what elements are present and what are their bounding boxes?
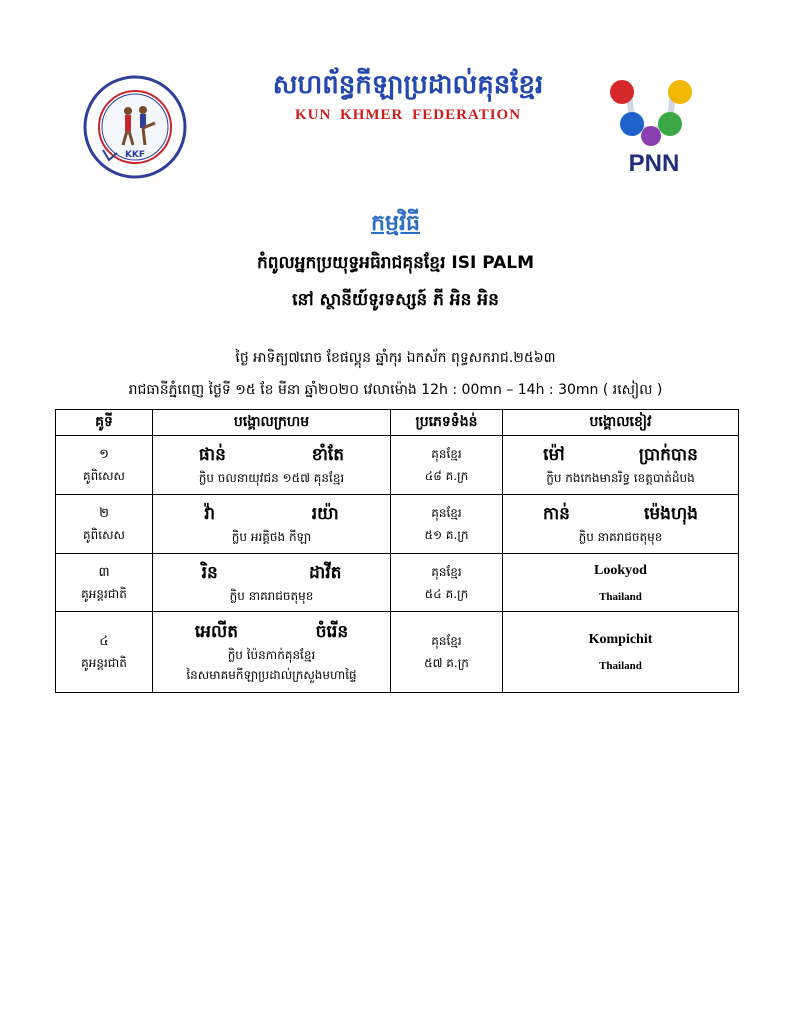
red-corner-cell [153,554,391,612]
red-club: ក្លិប អរគ្គិថង កីឡា [231,530,312,544]
red-fighter-name [156,619,387,645]
blue-fighter-name: Lookyod [594,562,647,578]
org-name-khmer: សហព័ន្ធកីឡាប្រដាល់គុនខ្មែរ [272,70,544,100]
blue-fighter-country: Thailand [599,660,642,672]
red-first-name: ផាន់ [198,445,226,465]
weight-type: គុនខ្មែរ [431,506,462,520]
bout-cell [56,436,153,495]
red-fighter-name [156,442,387,468]
red-last-name: រយ៉ា [311,504,339,524]
blue-first-name: ម៉ៅ [543,445,565,465]
table-header-row [56,410,739,436]
blue-corner-cell [503,495,739,554]
header-weight-class: ប្រភេទទំងន់ [391,410,503,436]
red-corner-cell [153,436,391,495]
blue-club: ក្លិប កងកេងមានរិទ្ធ ខេត្តបាត់ដំបង [546,471,695,485]
red-last-name: ចំរើន [315,622,349,642]
red-corner-cell [153,495,391,554]
weight-type: គុនខ្មែរ [431,564,462,579]
red-club-association: នៃសមាគមកីឡាប្រដាល់ក្រសួងមហាផ្ទៃ [186,668,357,682]
weight-value: ៥៧ គ.ក្រ [424,656,469,670]
bout-cell [56,612,153,693]
fight-card-table [55,409,739,693]
red-last-name: ដាវីត [309,562,342,583]
blue-last-name: ម៉េងហុង [644,504,698,524]
pnn-logo-text: PNN [628,150,680,177]
red-first-name: រិន [201,562,218,583]
blue-last-name: ប្រាក់បាន [638,445,698,465]
red-first-name: អេលីត [194,622,239,642]
org-name-english: KUN KHMER FEDERATION [294,107,522,123]
weight-value: ៥១ គ.ក្រ [424,528,469,542]
blue-fighter-name [506,501,735,527]
weight-type: គុនខ្មែរ [431,634,462,648]
table-row [56,612,739,693]
blue-fighter-country: Thailand [599,590,642,603]
header-red-corner: បង្គោលក្រហម [153,410,391,436]
weight-cell [391,554,503,612]
table-row [56,436,739,495]
weight-cell [391,495,503,554]
pnn-logo [606,72,696,152]
blue-fighter-name [506,442,735,468]
red-club: ក្លិប ចលនាយុវជន ១៥៧ គុនខ្មែរ [198,471,345,485]
bout-cell [56,554,153,612]
weight-cell [391,612,503,693]
event-venue: នៅ ស្ថានីយ៍ទូរទស្សន៍ ភី អិន អិន [292,290,499,310]
bout-category: គូពិសេស [83,528,125,542]
weight-cell [391,436,503,495]
kkf-logo [83,75,187,179]
weight-value: ៥៤ គ.ក្រ [424,586,469,601]
lunar-date: ថ្ងៃ អាទិត្យ៧រោច ខែផល្គុន ឆ្នាំកុរ ឯកស័ក ពុទ្ធសករាជ.២៥៦៣ [235,350,556,366]
blue-corner-cell [503,436,739,495]
red-fighter-name [156,501,387,527]
header-blue-corner: បង្គោលខៀវ [503,410,739,436]
table-row [56,554,739,612]
blue-club: ក្លិប នាគរាជចតុមុខ [578,530,663,544]
blue-corner-cell [503,554,739,612]
weight-value: ៤៨ គ.ក្រ [424,469,469,483]
blue-first-name: កាន់ [543,504,570,524]
red-corner-cell [153,612,391,693]
bout-category: គូអន្តរជាតិ [81,586,127,601]
program-title: កម្មវិធី [371,211,420,236]
table-row [56,495,739,554]
bout-category: គូអន្តរជាតិ [81,656,127,670]
kkf-logo-text: KKF [124,150,146,160]
red-club: ក្លិប នាគរាជចតុមុខ [229,588,314,603]
blue-corner-cell [503,612,739,693]
event-title: កំពូលអ្នកប្រយុទ្ធអធិរាជគុនខ្មែរ ISI PALM [256,253,535,273]
red-fighter-name [156,560,387,586]
red-first-name: វ៉ា [204,504,216,524]
blue-fighter-name: Kompichit [588,632,653,647]
bout-category: គូពិសេស [83,469,125,483]
bout-number: ២ [99,506,109,521]
red-last-name: ខាំតែ [311,445,345,465]
weight-type: គុនខ្មែរ [431,447,462,461]
event-date-time: រាជធានីភ្នំពេញ ថ្ងៃទី ១៥ ខែ មីនា ឆ្នាំ២០២០ វេលាម៉ោង 12h : 00mn – 14h : 30mn ( រសៀល ) [128,382,663,398]
bout-number: ៣ [98,564,110,580]
red-club: ក្លិប ប៉ៃនកាក់គុនខ្មែរ [227,648,316,662]
bout-cell [56,495,153,554]
header-bout-number: គូទី [56,410,153,436]
bout-number: ៤ [99,634,109,649]
bout-number: ១ [99,447,109,462]
